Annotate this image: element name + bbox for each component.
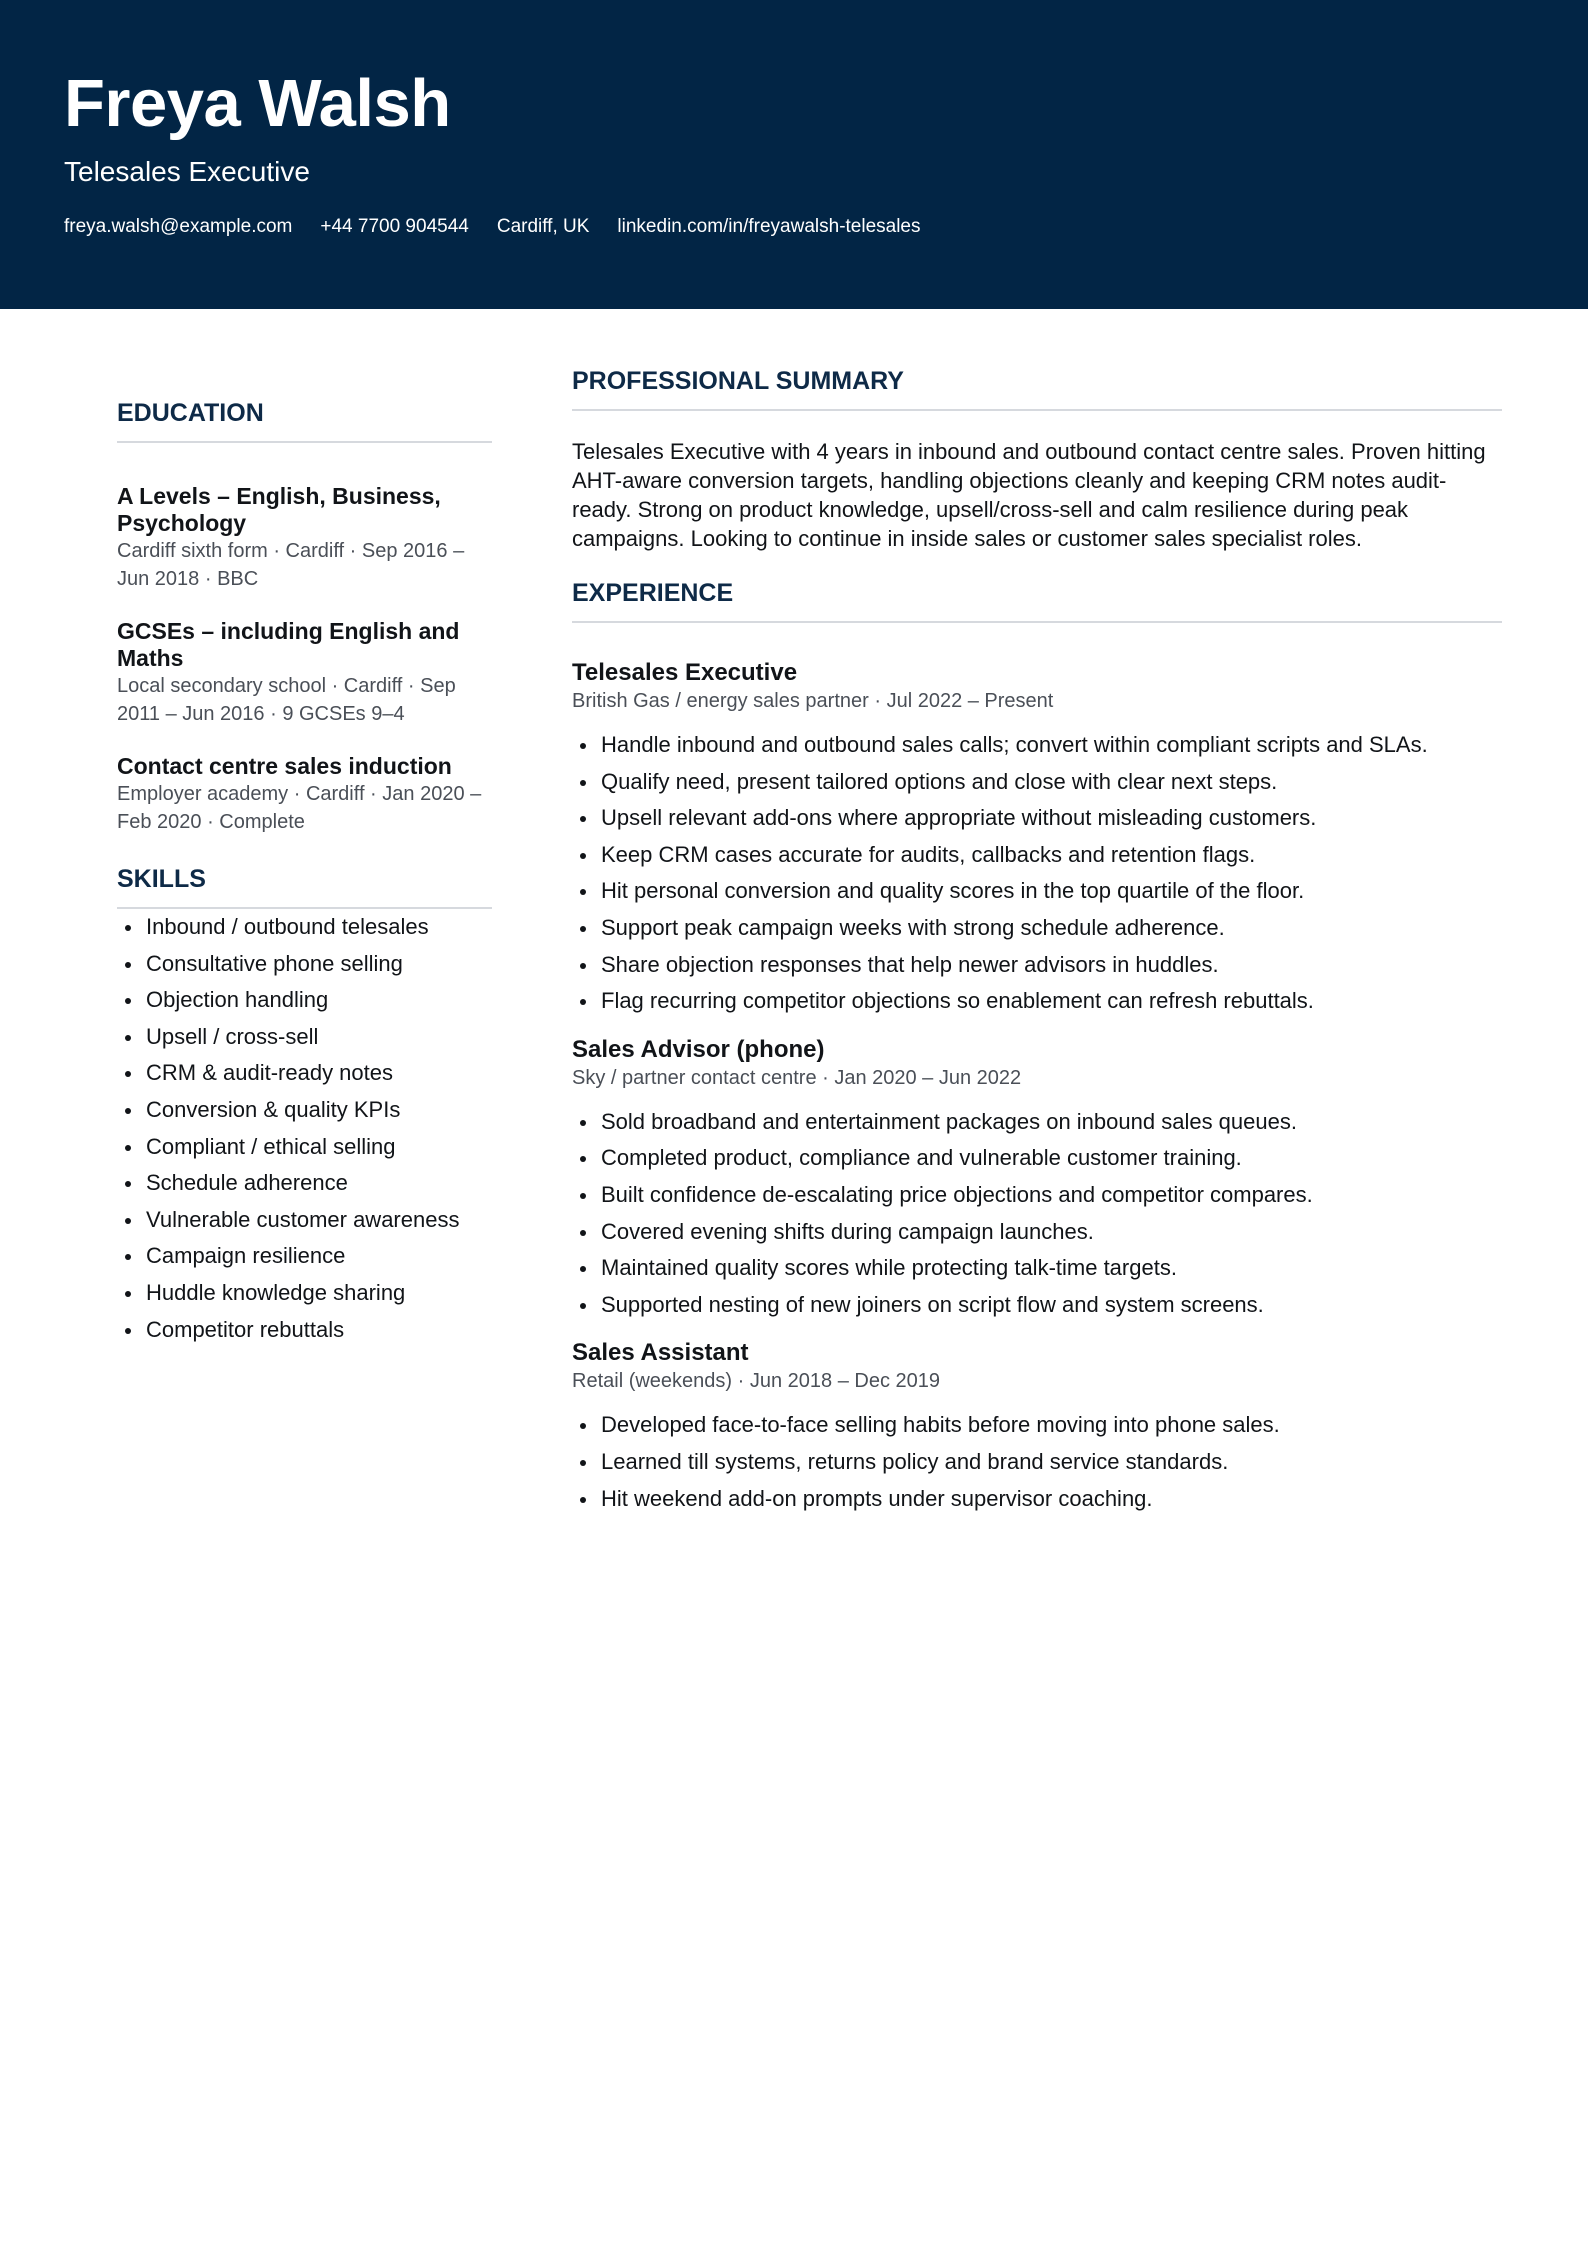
skills-heading: SKILLS	[117, 861, 492, 909]
candidate-name: Freya Walsh	[64, 66, 451, 141]
job-bullet: Handle inbound and outbound sales calls; convert within compliant scripts and SLAs.	[572, 727, 1502, 764]
education-item	[117, 618, 492, 728]
skill-item: Upsell / cross-sell	[117, 1019, 492, 1056]
job-entry	[572, 659, 1502, 1020]
skill-item: Competitor rebuttals	[117, 1312, 492, 1349]
education-title: GCSEs – including English and Maths	[117, 618, 460, 671]
job-title: Sales Assistant	[572, 1339, 749, 1367]
skills-section	[117, 861, 492, 1348]
summary-heading: PROFESSIONAL SUMMARY	[572, 363, 1502, 411]
skill-item: Conversion & quality KPIs	[117, 1092, 492, 1129]
skill-item: CRM & audit-ready notes	[117, 1055, 492, 1092]
job-bullet: Flag recurring competitor objections so enablement can refresh rebuttals.	[572, 983, 1502, 1020]
left-column	[117, 395, 492, 1348]
skill-item: Consultative phone selling	[117, 946, 492, 983]
skill-item: Vulnerable customer awareness	[117, 1202, 492, 1239]
education-meta: Employer academy · Cardiff · Jan 2020 – Feb 2020 · Complete	[117, 783, 482, 833]
job-bullet: Upsell relevant add-ons where appropriate without misleading customers.	[572, 800, 1502, 837]
job-bullet: Learned till systems, returns policy and brand service standards.	[572, 1444, 1502, 1481]
skill-item: Inbound / outbound telesales	[117, 909, 492, 946]
education-title: A Levels – English, Business, Psychology	[117, 483, 441, 536]
job-bullet: Maintained quality scores while protecting talk-time targets.	[572, 1250, 1502, 1287]
job-bullet: Qualify need, present tailored options and close with clear next steps.	[572, 764, 1502, 801]
contact-phone[interactable]: +44 7700 904544	[320, 216, 469, 237]
job-title: Sales Advisor (phone)	[572, 1035, 825, 1063]
resume-header	[0, 0, 1588, 309]
job-bullets	[572, 727, 1502, 1020]
education-meta: Cardiff sixth form · Cardiff · Sep 2016 – Jun 2018 · BBC	[117, 540, 465, 590]
contact-linkedin[interactable]: linkedin.com/in/freyawalsh-telesales	[617, 216, 921, 237]
education-list	[117, 483, 492, 836]
job-bullets	[572, 1104, 1502, 1324]
job-bullet: Supported nesting of new joiners on script flow and system screens.	[572, 1287, 1502, 1324]
job-bullet: Built confidence de-escalating price objections and competitor compares.	[572, 1177, 1502, 1214]
education-heading: EDUCATION	[117, 395, 492, 443]
summary-text: Telesales Executive with 4 years in inbound and outbound contact centre sales. Proven hitting AHT-aware conversion targets, handling objections cleanly and keeping CRM notes audit-ready. Strong on product knowledge, upsell/cross-sell and calm resilience during peak campaigns. Looking to continue in inside sales or customer sales specialist roles.	[572, 439, 1486, 551]
job-meta: Sky / partner contact centre · Jan 2020 – Jun 2022	[572, 1066, 1022, 1089]
job-title: Telesales Executive	[572, 659, 798, 686]
education-item	[117, 753, 492, 836]
job-bullet: Covered evening shifts during campaign launches.	[572, 1214, 1502, 1251]
experience-heading: EXPERIENCE	[572, 575, 1502, 623]
job-bullet: Completed product, compliance and vulnerable customer training.	[572, 1140, 1502, 1177]
job-bullet: Hit weekend add-on prompts under supervisor coaching.	[572, 1481, 1502, 1518]
job-bullet: Hit personal conversion and quality scores in the top quartile of the floor.	[572, 873, 1502, 910]
skill-item: Campaign resilience	[117, 1238, 492, 1275]
job-bullet: Support peak campaign weeks with strong schedule adherence.	[572, 910, 1502, 947]
job-entry	[572, 1339, 1502, 1517]
job-bullet: Share objection responses that help newer advisors in huddles.	[572, 947, 1502, 984]
job-bullet: Sold broadband and entertainment packages on inbound sales queues.	[572, 1104, 1502, 1141]
education-title: Contact centre sales induction	[117, 753, 452, 779]
contact-email[interactable]: freya.walsh@example.com	[64, 216, 293, 237]
right-column	[572, 363, 1502, 1517]
job-bullet: Keep CRM cases accurate for audits, callbacks and retention flags.	[572, 837, 1502, 874]
education-item	[117, 483, 492, 593]
contact-row	[64, 215, 949, 239]
education-meta: Local secondary school · Cardiff · Sep 2011 – Jun 2016 · 9 GCSEs 9–4	[117, 675, 456, 725]
skill-item: Huddle knowledge sharing	[117, 1275, 492, 1312]
job-entry	[572, 1036, 1502, 1324]
candidate-title: Telesales Executive	[64, 156, 310, 187]
skill-item: Compliant / ethical selling	[117, 1129, 492, 1166]
job-bullets	[572, 1407, 1502, 1517]
skills-list	[117, 909, 492, 1348]
contact-location: Cardiff, UK	[496, 216, 590, 237]
skill-item: Schedule adherence	[117, 1165, 492, 1202]
skill-item: Objection handling	[117, 982, 492, 1019]
job-meta: Retail (weekends) · Jun 2018 – Dec 2019	[572, 1370, 940, 1393]
job-bullet: Developed face-to-face selling habits before moving into phone sales.	[572, 1407, 1502, 1444]
job-meta: British Gas / energy sales partner · Jul 2022 – Present	[572, 690, 1054, 712]
